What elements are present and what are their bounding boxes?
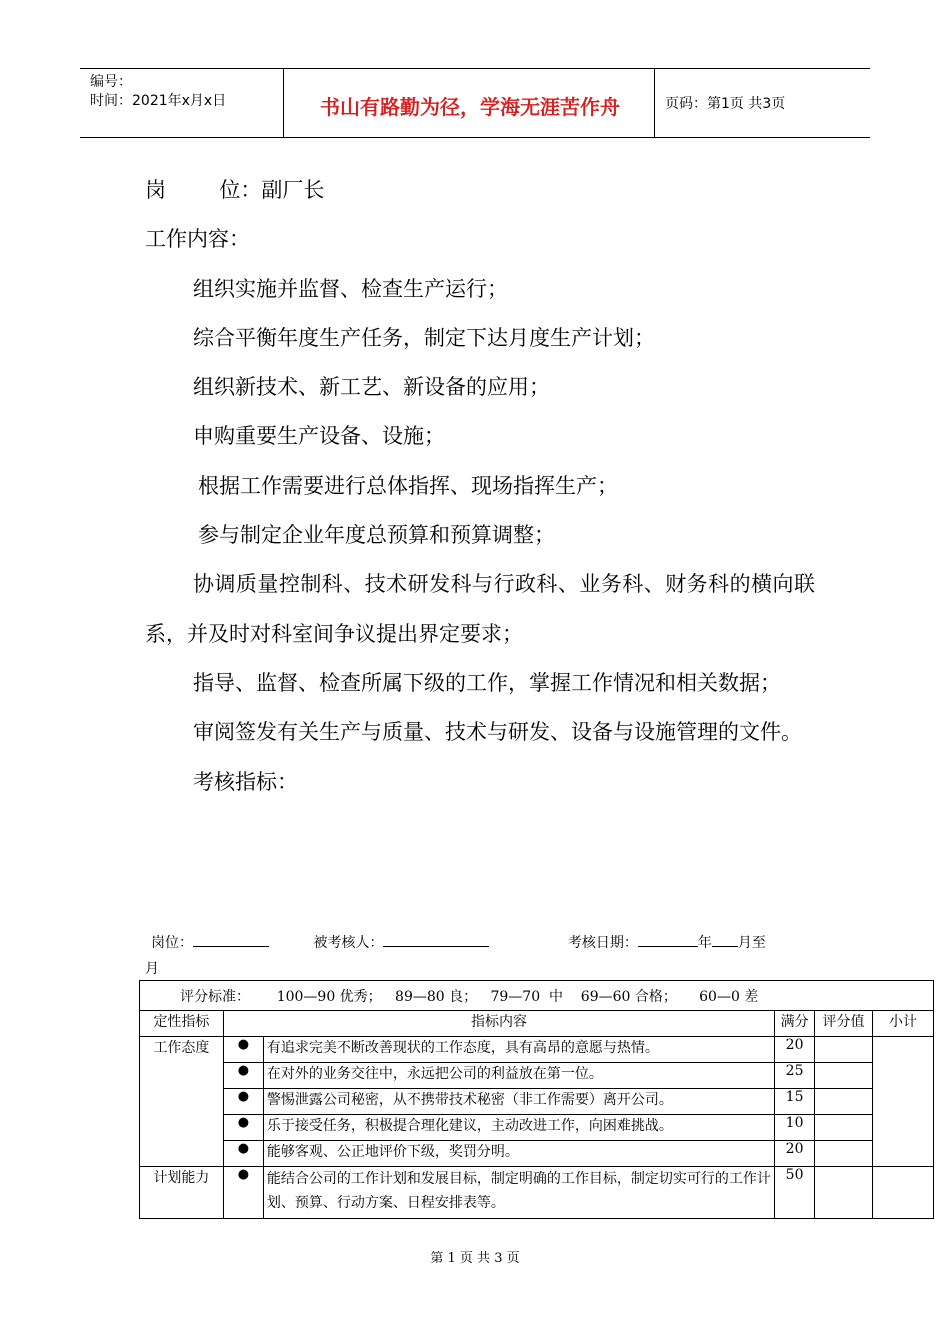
- serial-label: 编号：: [90, 74, 132, 90]
- bullet-icon: ●: [223, 1089, 263, 1115]
- header-page-info: 页码：第1页 共3页: [665, 96, 786, 112]
- duty-item: 综合平衡年度生产任务，制定下达月度生产计划；: [193, 325, 655, 350]
- bullet-icon: ●: [223, 1063, 263, 1089]
- rating-cell[interactable]: [815, 1141, 873, 1167]
- position-field-label: 岗位：: [151, 935, 193, 951]
- header-meta: [90, 73, 226, 111]
- month-unit: 月: [145, 961, 159, 977]
- indicator-text: 能结合公司的工作计划和发展目标，制定明确的工作目标，制定切实可行的工作计划、预算、行动方案、日程安排表等。: [263, 1167, 774, 1219]
- column-header: 定性指标: [140, 1011, 224, 1037]
- indicator-text: 警惕泄露公司秘密，从不携带技术秘密（非工作需要）离开公司。: [263, 1089, 774, 1115]
- full-score: 50: [775, 1167, 815, 1219]
- duty-item: 指导、监督、检查所属下级的工作，掌握工作情况和相关数据；: [193, 670, 781, 695]
- rating-cell[interactable]: [815, 1037, 873, 1063]
- duty-item: 组织实施并监督、检查生产运行；: [193, 276, 508, 301]
- position-line: 岗 位：副厂长: [145, 178, 325, 202]
- rating-cell[interactable]: [815, 1115, 873, 1141]
- column-header: 评分值: [815, 1011, 873, 1037]
- subtotal-cell[interactable]: [873, 1037, 934, 1167]
- time-label: 时间：2021年x月x日: [90, 93, 227, 109]
- position-field[interactable]: [193, 932, 269, 947]
- column-header: 指标内容: [223, 1011, 774, 1037]
- group-name: 计划能力: [140, 1167, 224, 1219]
- indicator-text: 乐于接受任务，积极提合理化建议，主动改进工作，向困难挑战。: [263, 1115, 774, 1141]
- table-row: [140, 1141, 934, 1167]
- column-header: 小计: [873, 1011, 934, 1037]
- duty-item: 审阅签发有关生产与质量、技术与研发、设备与设施管理的文件。: [193, 720, 802, 745]
- full-score: 25: [775, 1063, 815, 1089]
- indicator-text: 能够客观、公正地评价下级，奖罚分明。: [263, 1141, 774, 1167]
- bullet-icon: ●: [223, 1037, 263, 1063]
- full-score: 20: [775, 1141, 815, 1167]
- page-footer: 第 1 页 共 3 页: [430, 1251, 520, 1266]
- duty-item: 申购重要生产设备、设施；: [193, 424, 445, 449]
- table-row: [140, 1063, 934, 1089]
- evaluation-table: [139, 980, 934, 1219]
- work-content-label: 工作内容：: [145, 227, 250, 252]
- full-score: 10: [775, 1115, 815, 1141]
- rating-cell[interactable]: [815, 1089, 873, 1115]
- bullet-icon: ●: [223, 1141, 263, 1167]
- rating-cell[interactable]: [815, 1063, 873, 1089]
- month-field[interactable]: [712, 932, 738, 947]
- group-name: 工作态度: [140, 1037, 224, 1167]
- header-divider: [654, 69, 655, 137]
- column-header: 满分: [775, 1011, 815, 1037]
- full-score: 15: [775, 1089, 815, 1115]
- subtotal-cell[interactable]: [873, 1167, 934, 1219]
- table-row: [140, 1115, 934, 1141]
- date-field-label: 考核日期：: [567, 935, 638, 951]
- bullet-icon: ●: [223, 1167, 263, 1219]
- kpi-label: 考核指标：: [193, 769, 298, 794]
- indicator-text: 有追求完美不断改善现状的工作态度，具有高昂的意愿与热情。: [263, 1037, 774, 1063]
- bullet-icon: ●: [223, 1115, 263, 1141]
- duty-item: 参与制定企业年度总预算和预算调整；: [198, 523, 555, 548]
- form-meta: [145, 930, 815, 982]
- year-unit: 年: [697, 935, 712, 951]
- table-row: [140, 1167, 934, 1219]
- table-row: [140, 1037, 934, 1063]
- header-motto: 书山有路勤为径，学海无涯苦作舟: [320, 95, 620, 119]
- duty-item: 根据工作需要进行总体指挥、现场指挥生产；: [198, 473, 618, 498]
- rating-cell[interactable]: [815, 1167, 873, 1219]
- scoring-standard: 评分标准： 100—90 优秀； 89—80 良； 79—70 中 69—60 合格； 60—0 差: [140, 981, 934, 1011]
- duty-item: 组织新技术、新工艺、新设备的应用；: [193, 375, 550, 400]
- document-header: [80, 68, 870, 138]
- indicator-text: 在对外的业务交往中，永远把公司的利益放在第一位。: [263, 1063, 774, 1089]
- assessee-field[interactable]: [383, 932, 489, 947]
- full-score: 20: [775, 1037, 815, 1063]
- document-body: [145, 166, 815, 807]
- assessee-field-label: 被考核人：: [313, 935, 384, 951]
- month-to-unit: 月至: [737, 935, 766, 951]
- year-field[interactable]: [638, 932, 698, 947]
- duty-item: 协调质量控制科、技术研发科与行政科、业务科、财务科的横向联系，并及时对科室间争议提出界定要求；: [145, 572, 815, 646]
- table-row: [140, 1089, 934, 1115]
